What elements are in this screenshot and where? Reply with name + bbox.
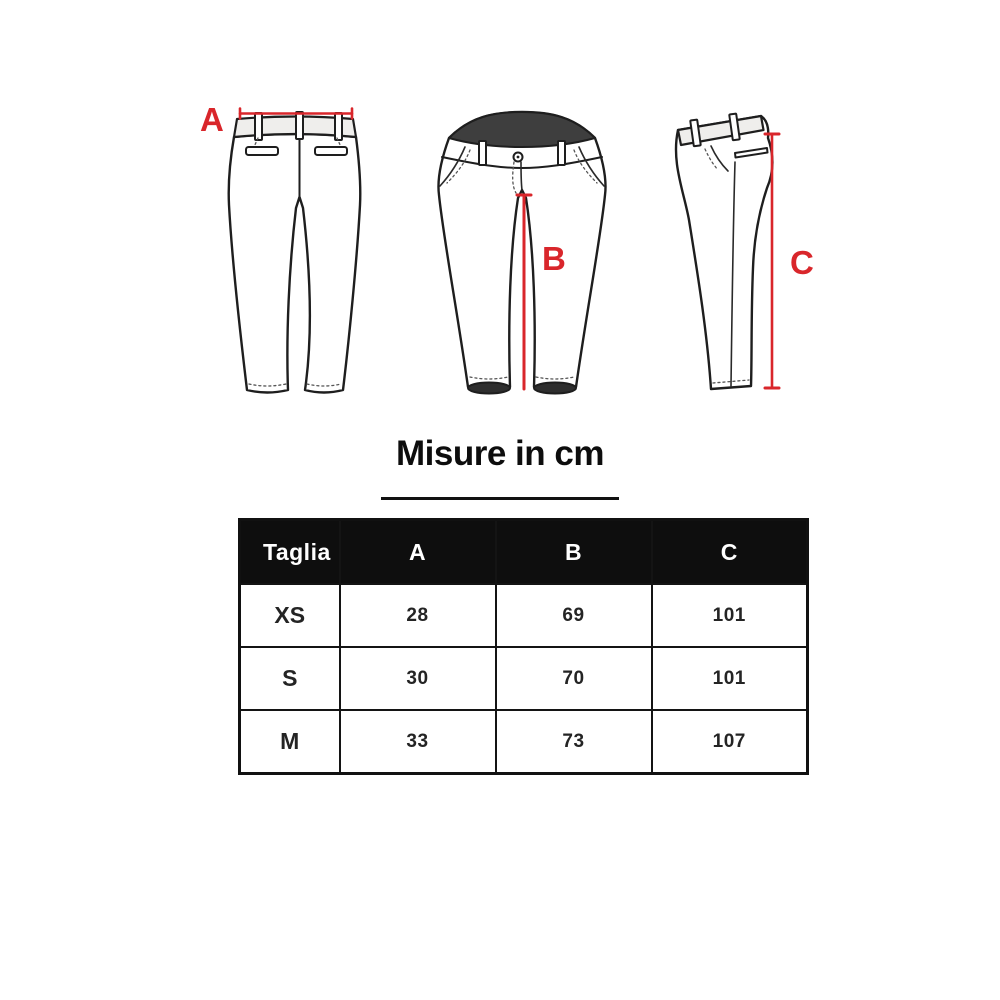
pants-back-silhouette xyxy=(229,134,361,393)
size-label: S xyxy=(240,647,340,710)
pants-side-silhouette xyxy=(676,116,772,389)
belt-loop xyxy=(255,113,262,140)
belt-loop xyxy=(335,113,342,140)
waistband-inner xyxy=(449,112,595,147)
value-cell: 107 xyxy=(652,710,808,774)
leg-opening xyxy=(534,383,576,394)
measure-label-a: A xyxy=(200,101,224,138)
value-cell: 33 xyxy=(340,710,496,774)
page-title: Misure in cm xyxy=(396,434,604,473)
table-row-s xyxy=(240,647,808,710)
measure-label-b: B xyxy=(542,240,566,277)
title-block xyxy=(0,436,1000,500)
belt-loop xyxy=(296,112,303,139)
belt-loop xyxy=(479,141,486,165)
belt-loop xyxy=(558,141,565,165)
table-row-xs xyxy=(240,584,808,647)
measure-label-c: C xyxy=(790,244,814,281)
size-table xyxy=(238,518,809,775)
pants-back-view-diagram xyxy=(195,100,385,410)
size-label: XS xyxy=(240,584,340,647)
pants-front-view-diagram xyxy=(425,100,625,410)
value-cell: 30 xyxy=(340,647,496,710)
waist-button-hole xyxy=(517,156,520,159)
measure-c-annotation xyxy=(765,134,814,388)
pants-side-view-diagram xyxy=(655,100,845,410)
pants-back-body xyxy=(229,112,361,393)
value-cell: 28 xyxy=(340,584,496,647)
header-cell-c: C xyxy=(652,520,808,585)
value-cell: 70 xyxy=(496,647,652,710)
value-cell: 73 xyxy=(496,710,652,774)
title-underline xyxy=(381,497,619,500)
size-table-header-row xyxy=(240,520,808,585)
back-pocket-welt xyxy=(246,147,278,155)
value-cell: 101 xyxy=(652,647,808,710)
table-row-m xyxy=(240,710,808,774)
leg-opening xyxy=(468,383,510,394)
header-cell-taglia: Taglia xyxy=(240,520,340,585)
size-label: M xyxy=(240,710,340,774)
value-cell: 101 xyxy=(652,584,808,647)
header-cell-b: B xyxy=(496,520,652,585)
pants-front-body xyxy=(438,112,605,394)
pants-side-body xyxy=(676,114,772,389)
header-cell-a: A xyxy=(340,520,496,585)
back-pocket-welt xyxy=(315,147,347,155)
value-cell: 69 xyxy=(496,584,652,647)
